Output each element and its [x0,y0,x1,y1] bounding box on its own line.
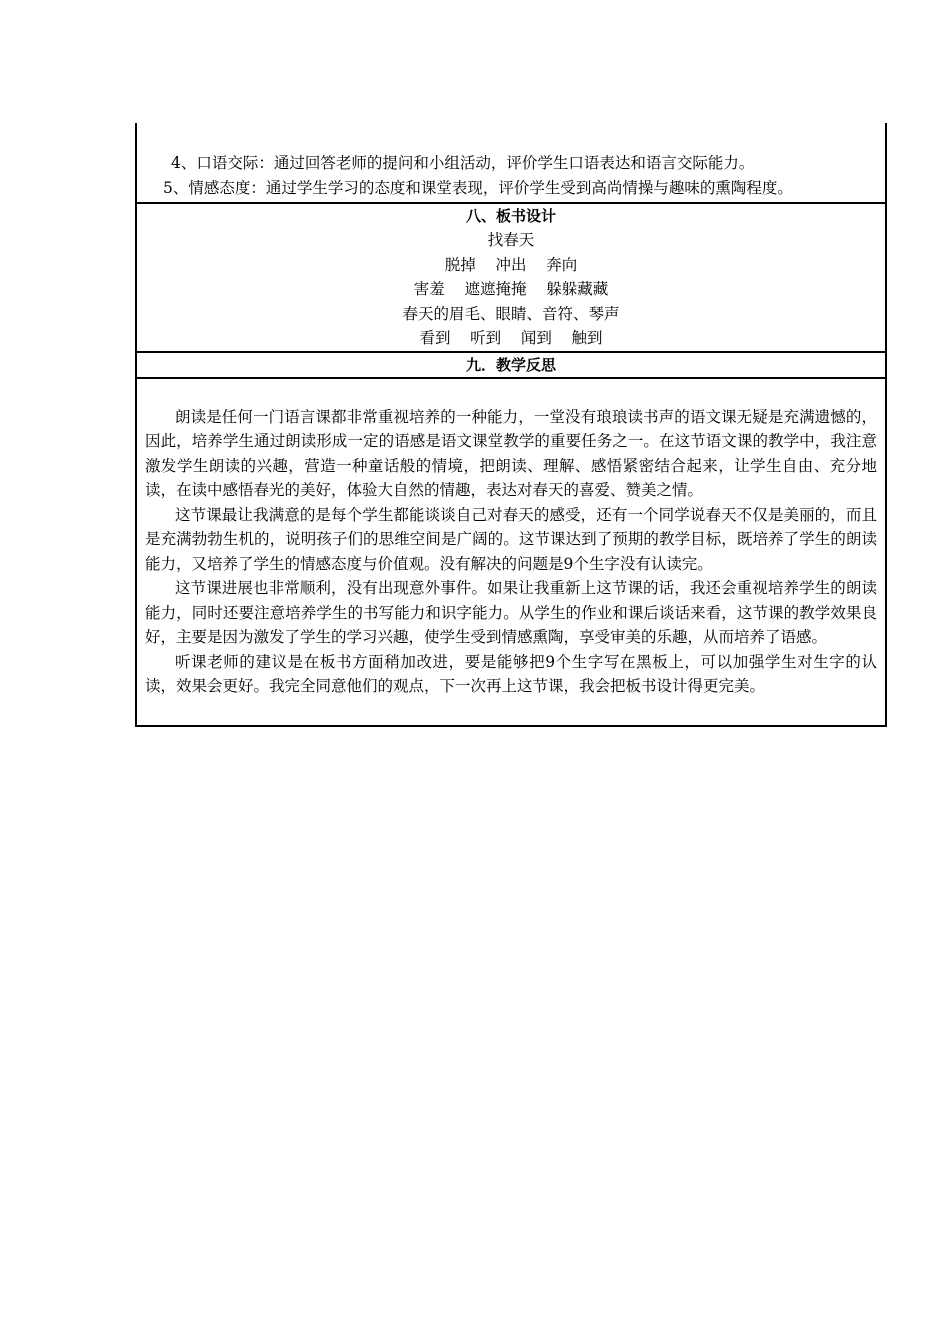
reflection-heading: 九．教学反思 [137,353,885,379]
evaluation-section [137,123,885,204]
lesson-plan-table [135,123,887,727]
evaluation-item-5: 5、情感态度：通过学生学习的态度和课堂表现，评价学生受到高尚情操与趣味的熏陶程度。 [163,178,793,197]
reflection-paragraph: 听课老师的建议是在板书方面稍加改进，要是能够把9个生字写在黑板上，可以加强学生对生字的认读，效果会更好。我完全同意他们的观点，下一次再上这节课，我会把板书设计得更完美。 [145,652,877,695]
board-line: 春天的眉毛、眼睛、音符、琴声 [402,304,620,323]
reflection-paragraph: 这节课进展也非常顺利，没有出现意外事件。如果让我重新上这节课的话，我还会重视培养学生的朗读能力，同时还要注意培养学生的书写能力和识字能力。从学生的作业和课后谈话来看，这节课的教学效果良好，主要是因为激发了学生的学习兴趣，使学生受到情感熏陶，享受审美的乐趣，从而培养了语感。 [145,579,877,646]
board-design-section [137,204,885,353]
board-line: 找春天 [487,231,535,249]
board-line: 脱掉 冲出 奔向 [444,255,578,274]
reflection-paragraph: 这节课最让我满意的是每个学生都能谈谈自己对春天的感受，还有一个同学说春天不仅是美丽的，而且是充满勃勃生机的，说明孩子们的思维空间是广阔的。这节课达到了预期的教学目标，既培养了学生的朗读能力，又培养了学生的情感态度与价值观。没有解决的问题是9个生字没有认读完。 [145,505,877,573]
reflection-paragraph: 朗读是任何一门语言课都非常重视培养的一种能力，一堂没有琅琅读书声的语文课无疑是充满遗憾的，因此，培养学生通过朗读形成一定的语感是语文课堂教学的重要任务之一。在这节语文课的教学中，我注意激发学生朗读的兴趣，营造一种童话般的情境，把朗读、理解、感悟紧密结合起来，让学生自由、充分地读，在读中感悟春光的美好，体验大自然的情趣，表达对春天的喜爱、赞美之情。 [145,407,877,499]
board-design-heading: 八、板书设计 [465,207,556,225]
evaluation-item-4: 4、口语交际：通过回答老师的提问和小组活动，评价学生口语表达和语言交际能力。 [171,154,755,172]
board-line: 看到 听到 闻到 触到 [419,329,603,347]
board-line: 害羞 遮遮掩掩 躲躲藏藏 [413,280,609,298]
reflection-section [137,379,885,725]
